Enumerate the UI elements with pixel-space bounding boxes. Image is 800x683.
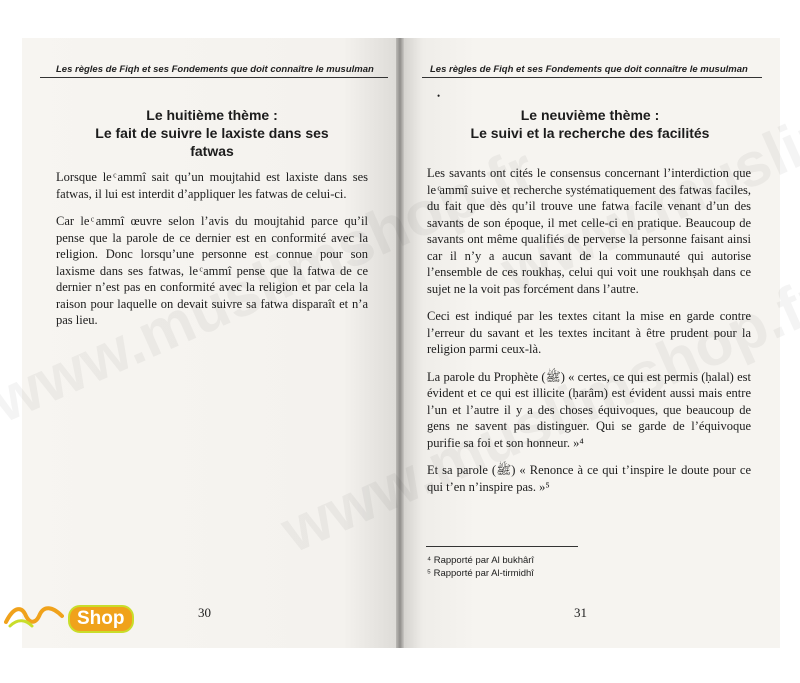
right-title-line1: Le neuvième thème : — [520, 107, 660, 123]
left-title-line1: Le huitième thème : — [146, 107, 278, 123]
right-body-text — [427, 165, 751, 506]
footnote-rule — [426, 546, 578, 547]
logo-swirl-icon — [4, 602, 64, 630]
left-page — [22, 38, 400, 648]
right-paragraph-1: Les savants ont cités le consensus concernant l’interdiction que le ͨammî suive et recherche systématiquement des fatwas faciles, du fait que dès qu’il trouve une fatwa facile venant d’un des savants de son époque, il met celle-ci en pratique. Beaucoup de savants ont même qualifiés de perverse la personne faisant ainsi car il n’y a aucun savant de la communauté qui autorise l’ensemble de ces roukhaṣ, celui qui voit une roukhṣah dans ce sujet ne la voit pas forcément dans l’autre. — [427, 166, 751, 296]
logo-shop-text: Shop — [68, 605, 134, 633]
right-page — [400, 38, 780, 648]
left-title-line2: Le fait de suivre le laxiste dans ses fatwas — [95, 125, 329, 159]
left-body-text — [56, 169, 368, 340]
bullet-mark-icon: • — [437, 91, 441, 101]
footnotes — [427, 554, 534, 580]
right-paragraph-3: La parole du Prophète (ﷺ) « certes, ce qui est permis (ḥalal) est évident et ce qui est illicite (ḥarâm) est évident aussi mais entre l’un et l’autre il y a des choses équivoques, que beaucoup de gens ne savent pas distinguer. Qui se garde de l’équivoque purifie sa foi et son honneur. »⁴ — [427, 369, 751, 450]
left-paragraph-2: Car le ͨammî œuvre selon l’avis du moujtahid parce qu’il pense que la parole de ce dernier est en conformité avec la religion. Donc lorsqu’une personne est connue pour son laxisme dans ses fatwas, le ͨammî pense que la fatwa de ce dernier n’est pas en conformité avec la religion et par cela la raison pour laquelle on devait suivre sa fatwa disparaît et n’a pas lieu. — [56, 214, 368, 327]
right-theme-title — [460, 106, 720, 142]
book-spine — [396, 38, 404, 648]
header-rule-right — [422, 77, 762, 78]
running-header-left: Les règles de Fiqh et ses Fondements que doit connaître le musulman — [56, 64, 374, 75]
left-page-number: 30 — [198, 605, 211, 620]
header-rule-left — [40, 77, 388, 78]
footnote-4: ⁴ Rapporté par Al bukhârî — [427, 555, 535, 566]
footnote-5: ⁵ Rapporté par Al-tirmidhî — [427, 568, 534, 579]
right-page-number: 31 — [574, 605, 587, 620]
muslimshop-logo — [4, 598, 136, 634]
left-paragraph-1: Lorsque le ͨammî sait qu’un moujtahid est laxiste dans ses fatwas, il lui est interdit d’appliquer les fatwas de celui-ci. — [56, 170, 368, 201]
right-paragraph-2: Ceci est indiqué par les textes citant la mise en garde contre l’erreur du savant et les textes incitant à être prudent pour la religion parmi ceux-là. — [427, 309, 751, 356]
right-paragraph-4: Et sa parole (ﷺ) « Renonce à ce qui t’inspire le doute pour ce qui t’en n’inspire pas. »⁵ — [427, 463, 751, 494]
running-header-right: Les règles de Fiqh et ses Fondements que doit connaître le musulman — [430, 64, 748, 75]
left-theme-title — [92, 106, 332, 160]
right-title-line2: Le suivi et la recherche des facilités — [470, 125, 710, 141]
